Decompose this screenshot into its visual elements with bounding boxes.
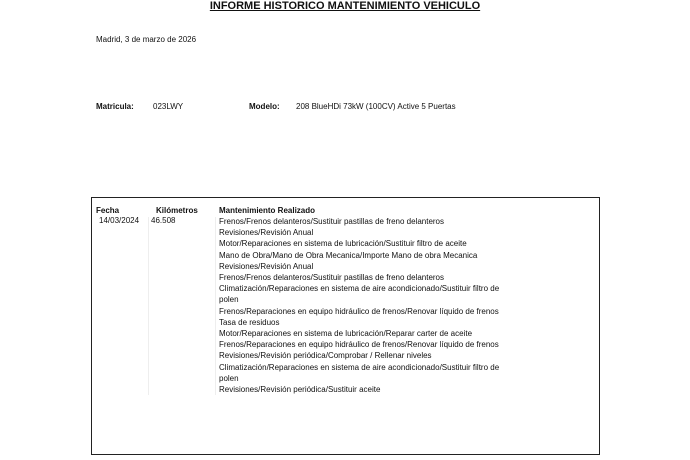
header-km: Kilómetros <box>156 206 198 215</box>
row-date: 14/03/2024 <box>99 216 140 225</box>
plate-label: Matricula: <box>96 102 134 111</box>
maintenance-item: Frenos/Frenos delanteros/Sustituir pastillas de freno delanteros <box>219 217 445 226</box>
column-divider <box>215 217 216 395</box>
maintenance-item: Tasa de residuos <box>219 317 280 327</box>
header-maintenance: Mantenimiento Realizado <box>219 206 316 215</box>
model-label: Modelo: <box>249 102 280 111</box>
maintenance-item: Climatización/Reparaciones en sistema de aire acondicionado/Sustituir filtro de <box>219 362 500 372</box>
model-value: 208 BlueHDi 73kW (100CV) Active 5 Puertas <box>296 102 456 111</box>
maintenance-item: polen <box>219 295 239 305</box>
plate-value: 023LWY <box>153 102 184 111</box>
maintenance-item: Mano de Obra/Mano de Obra Mecanica/Importe Mano de obra Mecanica <box>219 250 478 260</box>
maintenance-item: Motor/Reparaciones en sistema de lubricación/Sustituir filtro de aceite <box>219 239 467 249</box>
maintenance-item: Climatización/Reparaciones en sistema de aire acondicionado/Sustituir filtro de <box>219 284 500 294</box>
maintenance-item: Frenos/Frenos delanteros/Sustituir pastillas de freno delanteros <box>219 273 445 283</box>
maintenance-table <box>91 197 600 455</box>
maintenance-item: Revisiones/Revisión Anual <box>219 228 314 238</box>
header-date: Fecha <box>96 206 120 215</box>
maintenance-item: Revisiones/Revisión periódica/Sustituir aceite <box>219 385 381 395</box>
row-km: 46.508 <box>151 216 176 225</box>
maintenance-item: Frenos/Reparaciones en equipo hidráulico de frenos/Renovar líquido de frenos <box>219 340 499 350</box>
column-divider <box>148 217 149 395</box>
maintenance-item: Revisiones/Revisión Anual <box>219 261 314 271</box>
maintenance-item: Revisiones/Revisión periódica/Comprobar / Rellenar niveles <box>219 351 432 361</box>
report-title: INFORME HISTORICO MANTENIMIENTO VEHICULO <box>209 0 481 12</box>
date-line: Madrid, 3 de marzo de 2026 <box>96 35 197 44</box>
maintenance-item: Motor/Reparaciones en sistema de lubricación/Reparar carter de aceite <box>219 329 473 339</box>
maintenance-items <box>219 216 499 395</box>
maintenance-item: Frenos/Reparaciones en equipo hidráulico de frenos/Renovar líquido de frenos <box>219 306 499 316</box>
maintenance-item: polen <box>219 373 239 383</box>
